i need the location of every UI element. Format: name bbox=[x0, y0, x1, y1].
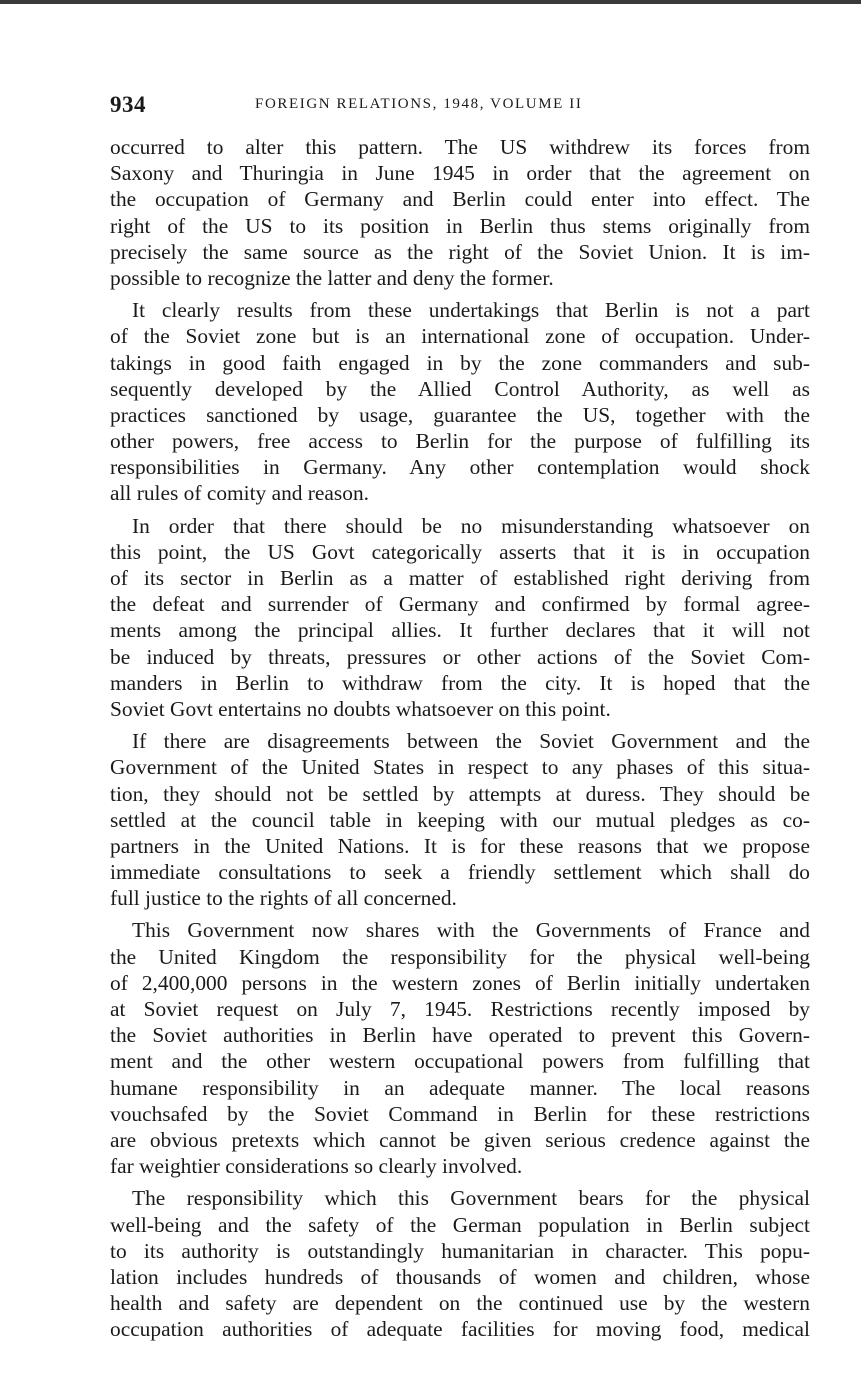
page-header bbox=[110, 92, 810, 120]
text-line: to its authority is outstandingly humanitarian in character. This popu- bbox=[110, 1238, 810, 1263]
text-line: of the Soviet zone but is an international zone of occupation. Under- bbox=[110, 324, 810, 349]
text-line: of 2,400,000 persons in the western zones of Berlin initially undertaken bbox=[110, 970, 810, 995]
text-line: well-being and the safety of the German population in Berlin subject bbox=[110, 1212, 810, 1237]
text-line: full justice to the rights of all concerned. bbox=[110, 886, 457, 911]
text-line: This Government now shares with the Governments of France and bbox=[132, 918, 810, 943]
text-line: In order that there should be no misunderstanding whatsoever on bbox=[132, 513, 810, 538]
text-line: the United Kingdom the responsibility for the physical well-being bbox=[110, 944, 810, 969]
text-line: at Soviet request on July 7, 1945. Restrictions recently imposed by bbox=[110, 997, 810, 1021]
paragraph bbox=[110, 728, 810, 911]
top-edge-rule bbox=[0, 0, 861, 4]
text-line: the Soviet authorities in Berlin have operated to prevent this Govern- bbox=[110, 1023, 810, 1048]
paragraph bbox=[110, 917, 810, 1179]
text-line: this point, the US Govt categorically asserts that it is in occupation bbox=[110, 539, 810, 564]
text-line: right of the US to its position in Berlin thus stems originally from bbox=[110, 213, 810, 238]
text-line: Soviet Govt entertains no doubts whatsoever on this point. bbox=[110, 696, 611, 721]
text-line: other powers, free access to Berlin for the purpose of fulfilling its bbox=[110, 429, 810, 454]
text-line: Saxony and Thuringia in June 1945 in order that the agreement on bbox=[110, 161, 810, 186]
text-line: lation includes hundreds of thousands of women and children, whose bbox=[110, 1264, 810, 1289]
text-line: sequently developed by the Allied Control Authority, as well as bbox=[110, 376, 810, 401]
paragraph bbox=[110, 1185, 810, 1342]
paragraph bbox=[110, 134, 810, 291]
text-line: humane responsibility in an adequate manner. The local reasons bbox=[110, 1075, 810, 1100]
text-line: are obvious pretexts which cannot be given serious credence against the bbox=[110, 1127, 810, 1152]
text-line: occupation authorities of adequate facilities for moving food, medical bbox=[110, 1317, 810, 1342]
text-line: be induced by threats, pressures or other actions of the Soviet Com- bbox=[110, 644, 810, 669]
text-line: the defeat and surrender of Germany and confirmed by formal agree- bbox=[110, 592, 810, 617]
text-line: of its sector in Berlin as a matter of established right deriving from bbox=[110, 566, 810, 590]
text-line: takings in good faith engaged in by the zone commanders and sub- bbox=[110, 350, 810, 375]
text-line: The responsibility which this Government bears for the physical bbox=[132, 1186, 810, 1211]
text-line: possible to recognize the latter and deny the former. bbox=[110, 265, 554, 290]
running-head: FOREIGN RELATIONS, 1948, VOLUME II bbox=[255, 96, 583, 112]
text-line: all rules of comity and reason. bbox=[110, 481, 369, 506]
text-line: health and safety are dependent on the continued use by the western bbox=[110, 1291, 810, 1316]
paragraph bbox=[110, 297, 810, 507]
text-line: ments among the principal allies. It further declares that it will not bbox=[110, 618, 810, 643]
text-line: tion, they should not be settled by attempts at duress. They should be bbox=[110, 781, 810, 806]
text-line: responsibilities in Germany. Any other contemplation would shock bbox=[110, 455, 810, 480]
text-line: It clearly results from these undertakings that Berlin is not a part bbox=[132, 298, 810, 323]
text-line: immediate consultations to seek a friendly settlement which shall do bbox=[110, 860, 810, 885]
text-line: ment and the other western occupational powers from fulfilling that bbox=[110, 1049, 810, 1074]
text-line: the occupation of Germany and Berlin could enter into effect. The bbox=[110, 187, 810, 212]
page-number: 934 bbox=[110, 92, 146, 117]
text-line: settled at the council table in keeping with our mutual pledges as co- bbox=[110, 807, 810, 832]
text-line: precisely the same source as the right of the Soviet Union. It is im- bbox=[110, 239, 810, 264]
text-line: partners in the United Nations. It is for these reasons that we propose bbox=[110, 833, 810, 858]
text-line: If there are disagreements between the Soviet Government and the bbox=[132, 729, 810, 754]
paragraph bbox=[110, 513, 810, 723]
text-line: Government of the United States in respect to any phases of this situa- bbox=[110, 755, 810, 780]
text-line: practices sanctioned by usage, guarantee the US, together with the bbox=[110, 402, 810, 427]
text-line: vouchsafed by the Soviet Command in Berlin for these restrictions bbox=[110, 1101, 810, 1126]
text-line: occurred to alter this pattern. The US withdrew its forces from bbox=[110, 135, 810, 159]
text-line: manders in Berlin to withdraw from the city. It is hoped that the bbox=[110, 670, 810, 695]
page-body bbox=[110, 134, 810, 1348]
text-line: far weightier considerations so clearly involved. bbox=[110, 1154, 523, 1179]
